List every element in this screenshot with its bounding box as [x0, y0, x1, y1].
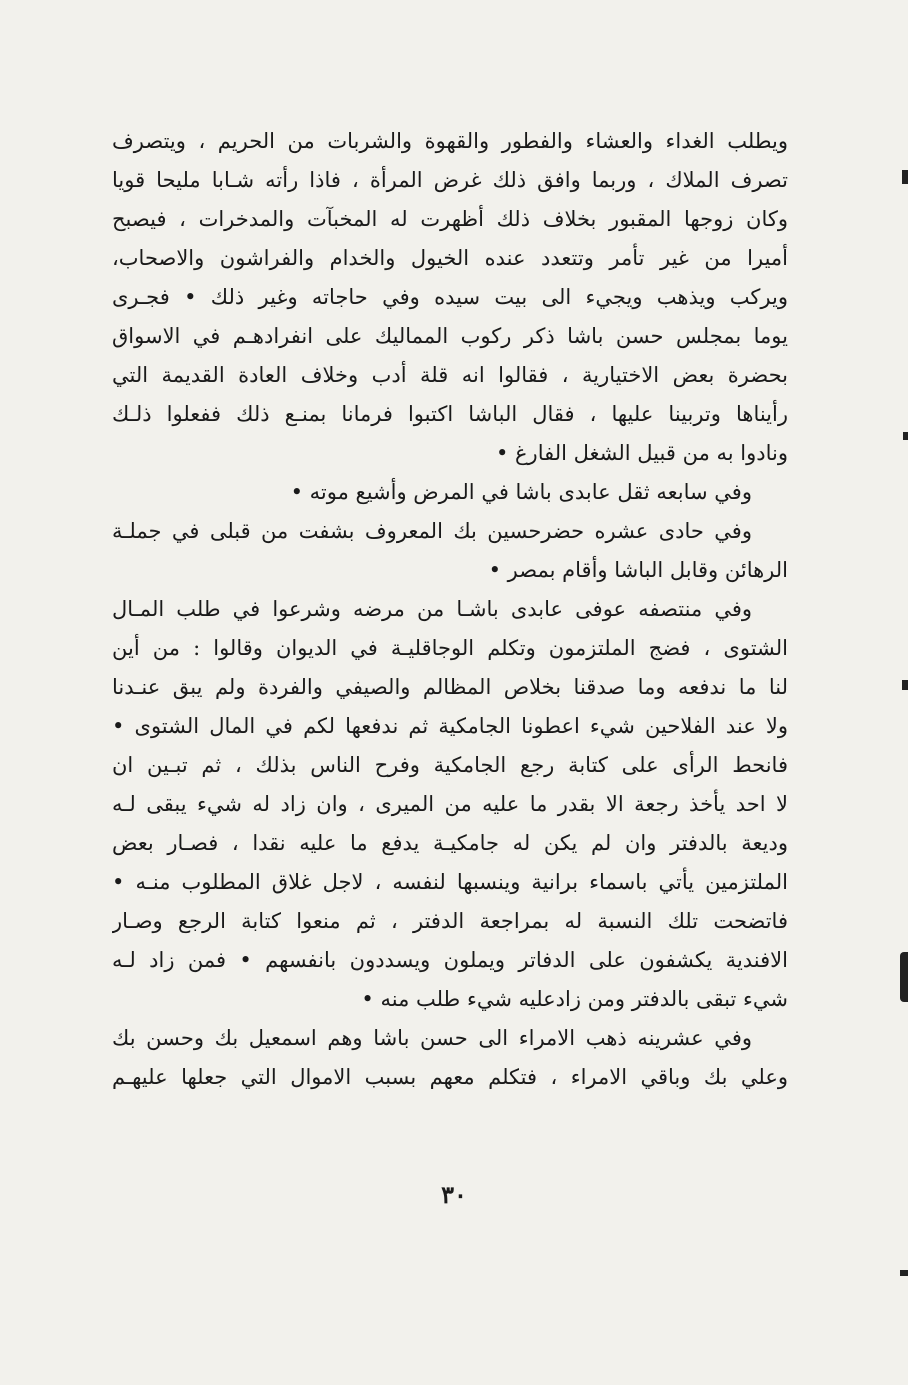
text-line: الافندية يكشفون على الدفاتر ويملون ويسددون بانفسهم • فمن زاد لـه [112, 948, 788, 972]
text-line: ولا عند الفلاحين شيء اعطونا الجامكية ثم ندفعها لكم في المال الشتوى • [112, 714, 788, 738]
scan-edge-mark [903, 432, 908, 440]
text-line: ونادوا به من قبيل الشغل الفارغ • [495, 441, 788, 465]
text-line: وفي سابعه ثقل عابدى باشا في المرض وأشيع موته • [290, 480, 752, 504]
text-line: وفي منتصفه عوفى عابدى باشـا من مرضه وشرعوا في طلب المـال [112, 597, 752, 621]
text-line: ويطلب الغداء والعشاء والفطور والقهوة والشربات من الحريم ، ويتصرف [112, 129, 788, 153]
text-line: وديعة بالدفتر وان لم يكن له جامكيـة يدفع ما عليه نقدا ، فصـار بعض [112, 831, 788, 855]
text-line: بحضرة بعض الاختيارية ، فقالوا انه قلة أدب وخلاف العادة القديمة التي [112, 363, 788, 387]
text-line: أميرا من غير تأمر وتتعدد عنده الخيول والخدام والفراشون والاصحاب، [112, 246, 788, 270]
text-line: تصرف الملاك ، وربما وافق ذلك غرض المرأة ، فاذا رأته شـابا مليحا قويا [112, 168, 788, 192]
text-line: يوما بمجلس حسن باشا ذكر ركوب المماليك على انفرادهـم في الاسواق [112, 324, 788, 348]
text-line: رأيناها وتربينا عليها ، فقال الباشا اكتبوا فرمانا بمنـع ذلك ففعلوا ذلـك [112, 402, 788, 426]
scan-edge-mark [902, 680, 908, 690]
text-line: وفي حادى عشره حضرحسين بك المعروف بشفت من قبلى في جملـة [112, 519, 752, 543]
text-line: شيء تبقى بالدفتر ومن زادعليه شيء طلب منه • [361, 987, 788, 1011]
text-line: الملتزمين يأتي باسماء برانية وينسبها لنفسه ، لاجل غلاق المطلوب منـه • [112, 870, 788, 894]
text-line: وكان زوجها المقبور بخلاف ذلك أظهرت له المخبآت والمدخرات ، فيصبح [112, 207, 788, 231]
text-line: الرهائن وقابل الباشا وأقام بمصر • [488, 558, 788, 582]
scan-edge-mark [900, 1270, 908, 1276]
text-line: لا احد يأخذ رجعة الا بقدر ما عليه من الميرى ، وان زاد له شيء يبقى لـه [112, 792, 788, 816]
page-number: ٣٠ [441, 1180, 467, 1209]
text-line: وعلي بك وباقي الامراء ، فتكلم معهم بسبب الاموال التي جعلها عليهـم [112, 1065, 788, 1089]
text-line: فاتضحت تلك النسبة له بمراجعة الدفتر ، ثم منعوا كتابة الرجع وصـار [112, 909, 788, 933]
scan-edge-mark [902, 170, 908, 184]
text-line: لنا ما ندفعه وما صدقنا بخلاص المظالم والصيفي والفردة ولم يبق عنـدنا [112, 675, 788, 699]
text-line: فانحط الرأى على كتابة رجع الجامكية وفرح الناس بذلك ، ثم تبـين ان [112, 753, 788, 777]
text-line: وفي عشرينه ذهب الامراء الى حسن باشا وهم اسمعيل بك وحسن بك [112, 1026, 752, 1050]
text-line: الشتوى ، فضج الملتزمون وتكلم الوجاقليـة في الديوان وقالوا : من أين [112, 636, 788, 660]
text-line: ويركب ويذهب ويجيء الى بيت سيده وفي حاجاته وغير ذلك • فجـرى [112, 285, 788, 309]
scan-edge-mark [900, 952, 908, 1002]
body-text [112, 122, 788, 1097]
